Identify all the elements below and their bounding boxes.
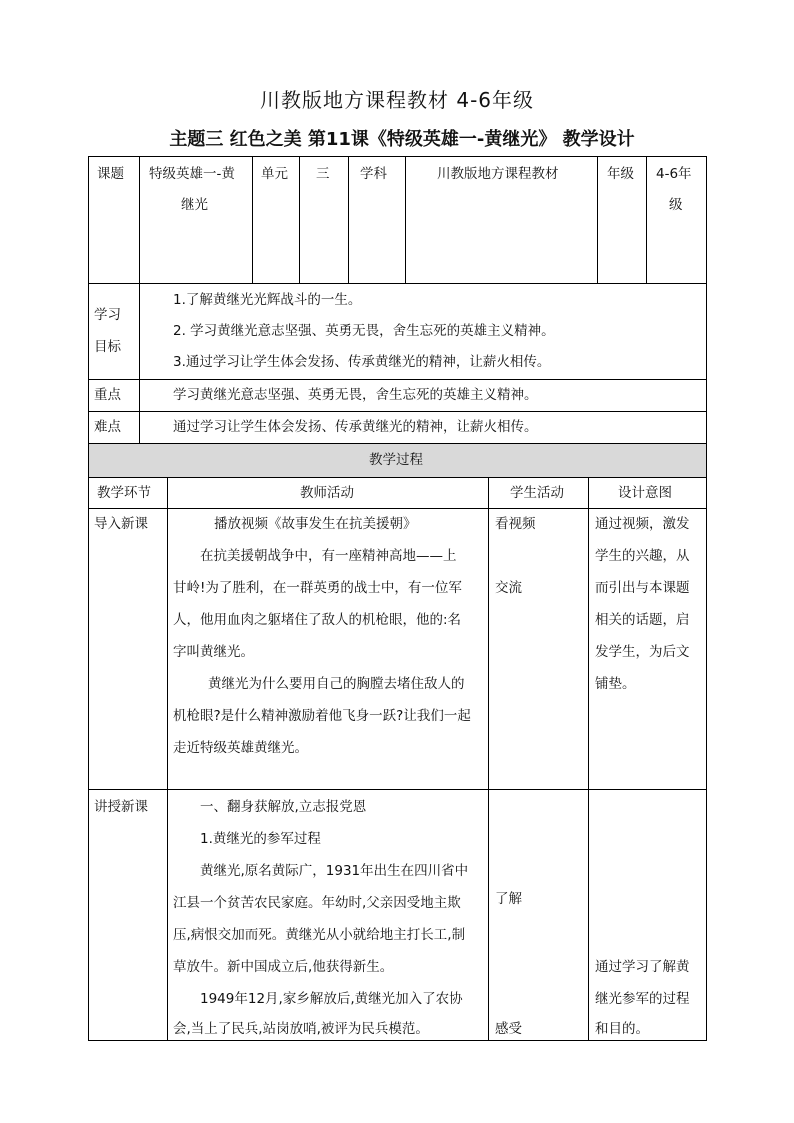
difficulty-text: 通过学习让学生体会发扬、传承黄继光的精神，让薪火相传。: [173, 419, 538, 435]
table-border: [706, 156, 707, 1041]
teacher-line: 草放牛。新中国成立后,他获得新生。: [173, 959, 394, 975]
teacher-line: 机枪眼?是什么精神激励着他飞身一跃?让我们一起: [173, 708, 471, 724]
table-border: [588, 477, 589, 1041]
document-subtitle: 主题三 红色之美 第11课《特级英雄一-黄继光》 教学设计: [169, 129, 635, 150]
teacher-line: 走近特级英雄黄继光。: [173, 740, 308, 756]
table-border: [597, 156, 598, 284]
student-activity: 感受: [495, 1021, 522, 1037]
intent-line: 学生的兴趣，从: [595, 548, 690, 564]
teacher-line: 播放视频《故事发生在抗美援朝》: [214, 516, 417, 532]
teacher-line: 甘岭!为了胜利，在一群英勇的战士中，有一位军: [173, 580, 462, 596]
table-border: [139, 156, 140, 284]
objective-item: 2. 学习黄继光意志坚强、英勇无畏，舍生忘死的英雄主义精神。: [173, 323, 555, 339]
table-border: [88, 156, 707, 157]
teacher-line: 黄继光,原名黄际广，1931年出生在四川省中: [200, 863, 469, 879]
teacher-line: 1949年12月,家乡解放后,黄继光加入了农协: [200, 991, 463, 1007]
objective-item: 1.了解黄继光光辉战斗的一生。: [173, 292, 362, 308]
objectives-label: 学习: [94, 307, 121, 323]
table-border: [88, 789, 707, 790]
table-border: [405, 156, 406, 284]
key-point-label: 重点: [94, 387, 121, 403]
subject-label: 学科: [360, 166, 387, 182]
grade-label: 年级: [607, 166, 634, 182]
col-header-teacher: 教师活动: [300, 485, 354, 501]
grade-value: 4-6年: [656, 166, 692, 182]
col-header-stage: 教学环节: [97, 485, 151, 501]
intent-line: 发学生，为后文: [595, 644, 690, 660]
table-border: [348, 156, 349, 284]
table-border: [88, 156, 89, 1041]
unit-label: 单元: [261, 166, 288, 182]
table-border: [88, 283, 707, 284]
teacher-line: 江县一个贫苦农民家庭。年幼时,父亲因受地主欺: [173, 895, 461, 911]
teacher-line: 在抗美援朝战争中，有一座精神高地——上: [200, 548, 457, 564]
intent-line: 相关的话题，启: [595, 612, 690, 628]
col-header-student: 学生活动: [510, 485, 564, 501]
intent-line: 和目的。: [595, 1021, 649, 1037]
teacher-line: 压,病恨交加而死。黄继光从小就给地主打长工,制: [173, 927, 466, 943]
table-border: [488, 477, 489, 1041]
subject-value: 川教版地方课程教材: [437, 166, 559, 182]
grade-value-cont: 级: [669, 197, 683, 213]
teacher-line: 字叫黄继光。: [173, 644, 254, 660]
objective-item: 3.通过学习让学生体会发扬、传承黄继光的精神，让薪火相传。: [173, 354, 551, 370]
table-border: [139, 283, 140, 444]
table-border: [646, 156, 647, 284]
intent-line: 通过学习了解黄: [595, 959, 690, 975]
intent-line: 铺垫。: [595, 676, 636, 692]
document-title: 川教版地方课程教材 4-6年级: [259, 88, 535, 112]
table-border: [88, 477, 707, 478]
teacher-line: 会,当上了民兵,站岗放哨,被评为民兵模范。: [173, 1021, 429, 1037]
lesson-value-cont: 继光: [181, 197, 208, 213]
table-border: [167, 477, 168, 1041]
teacher-line: 人，他用血肉之躯堵住了敌人的机枪眼，他的:名: [173, 612, 462, 628]
teacher-line: 黄继光为什么要用自己的胸膛去堵住敌人的: [208, 676, 465, 692]
process-banner: 教学过程: [369, 452, 423, 468]
student-activity: 了解: [495, 891, 522, 907]
student-activity: 交流: [495, 580, 522, 596]
objectives-label-cont: 目标: [94, 339, 121, 355]
student-activity: 看视频: [495, 516, 536, 532]
col-header-intent: 设计意图: [618, 485, 672, 501]
stage-lecture: 讲授新课: [94, 799, 148, 815]
stage-intro: 导入新课: [94, 516, 148, 532]
intent-line: 通过视频，激发: [595, 516, 690, 532]
lesson-value: 特级英雄一-黄: [149, 166, 235, 182]
difficulty-label: 难点: [94, 419, 121, 435]
table-border: [299, 156, 300, 284]
intent-line: 而引出与本课题: [595, 580, 690, 596]
intent-line: 继光参军的过程: [595, 991, 690, 1007]
lesson-label: 课题: [97, 166, 124, 182]
unit-value: 三: [316, 166, 330, 182]
key-point-text: 学习黄继光意志坚强、英勇无畏，舍生忘死的英雄主义精神。: [173, 387, 538, 403]
teacher-line: 一、翻身获解放,立志报党恩: [200, 799, 367, 815]
teacher-line: 1.黄继光的参军过程: [200, 831, 321, 847]
table-border: [252, 156, 253, 284]
